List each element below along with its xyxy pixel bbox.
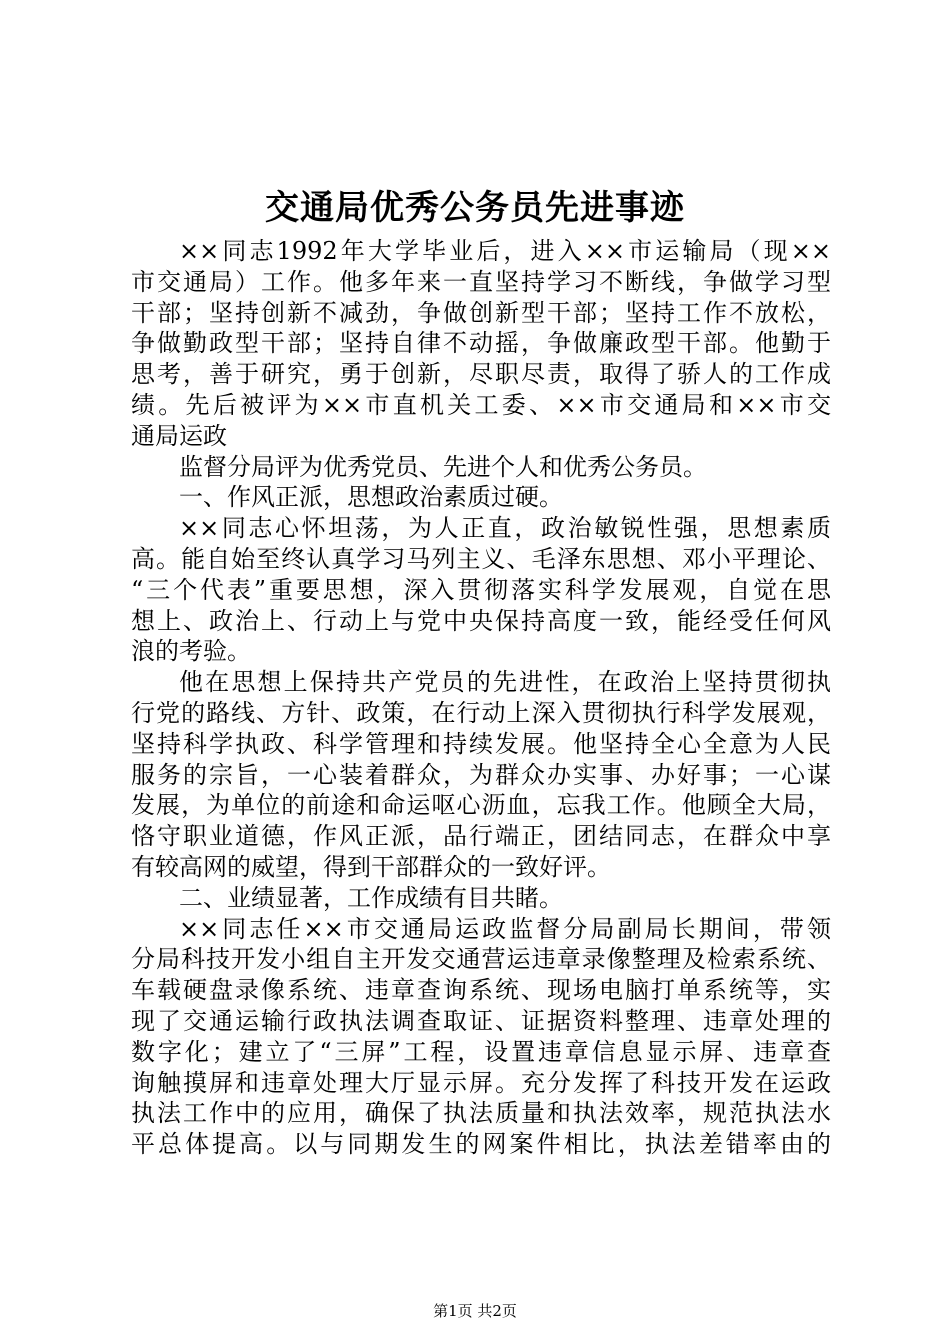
text-line: 市交通局）工作。他多年来一直坚持学习不断线，争做学习型	[131, 267, 831, 296]
text-line: ××同志任××市交通局运政监督分局副局长期间，带领	[179, 914, 831, 943]
text-line: 询触摸屏和违章处理大厅显示屏。充分发挥了科技开发在运政	[131, 1068, 831, 1097]
text-line: 服务的宗旨，一心装着群众，为群众办实事、办好事；一心谋	[131, 760, 831, 789]
document-title: 交通局优秀公务员先进事迹	[265, 188, 685, 228]
text-line: 分局科技开发小组自主开发交通营运违章录像整理及检索系统、	[131, 945, 831, 974]
text-line: 平总体提高。以与同期发生的网案件相比，执法差错率由的	[131, 1130, 831, 1159]
text-line: 高。能自始至终认真学习马列主义、毛泽东思想、邓小平理论、	[131, 544, 831, 573]
page-footer: 第1页 共2页	[433, 1302, 517, 1320]
text-line: 现了交通运输行政执法调查取证、证据资料整理、违章处理的	[131, 1006, 831, 1035]
text-line: “三个代表”重要思想，深入贯彻落实科学发展观，自觉在思	[131, 575, 831, 604]
text-line: 绩。先后被评为××市直机关工委、××市交通局和××市交	[131, 390, 831, 419]
text-line: 有较高网的威望，得到干部群众的一致好评。	[131, 852, 611, 881]
text-line: 通局运政	[131, 421, 227, 450]
text-line: ××同志心怀坦荡，为人正直，政治敏锐性强，思想素质	[179, 514, 831, 543]
text-line: 坚持科学执政、科学管理和持续发展。他坚持全心全意为人民	[131, 729, 831, 758]
text-line: 浪的考验。	[131, 637, 251, 666]
text-line: 发展，为单位的前途和命运呕心沥血，忘我工作。他顾全大局，	[131, 791, 831, 820]
text-line: 行党的路线、方针、政策，在行动上深入贯彻执行科学发展观，	[131, 698, 831, 727]
text-line: 思考，善于研究，勇于创新，尽职尽责，取得了骄人的工作成	[131, 360, 831, 389]
text-line: 争做勤政型干部；坚持自律不动摇，争做廉政型干部。他勤于	[131, 329, 831, 358]
text-line: ××同志1992年大学毕业后，进入××市运输局（现××	[179, 237, 831, 265]
text-line: 二、业绩显著，工作成绩有目共睹。	[179, 883, 563, 912]
text-line: 车载硬盘录像系统、违章查询系统、现场电脑打单系统等，实	[131, 976, 831, 1005]
text-line: 数字化；建立了“三屏”工程，设置违章信息显示屏、违章查	[131, 1037, 831, 1066]
text-line: 监督分局评为优秀党员、先进个人和优秀公务员。	[179, 452, 707, 481]
text-line: 一、作风正派，思想政治素质过硬。	[179, 483, 563, 512]
text-line: 他在思想上保持共产党员的先进性，在政治上坚持贯彻执	[179, 668, 831, 697]
document-body	[131, 236, 831, 1160]
text-line: 干部；坚持创新不减劲，争做创新型干部；坚持工作不放松，	[131, 298, 831, 327]
text-line: 恪守职业道德，作风正派，品行端正，团结同志，在群众中享	[131, 822, 831, 851]
text-line: 执法工作中的应用，确保了执法质量和执法效率，规范执法水	[131, 1099, 831, 1128]
text-line: 想上、政治上、行动上与党中央保持高度一致，能经受任何风	[131, 606, 831, 635]
